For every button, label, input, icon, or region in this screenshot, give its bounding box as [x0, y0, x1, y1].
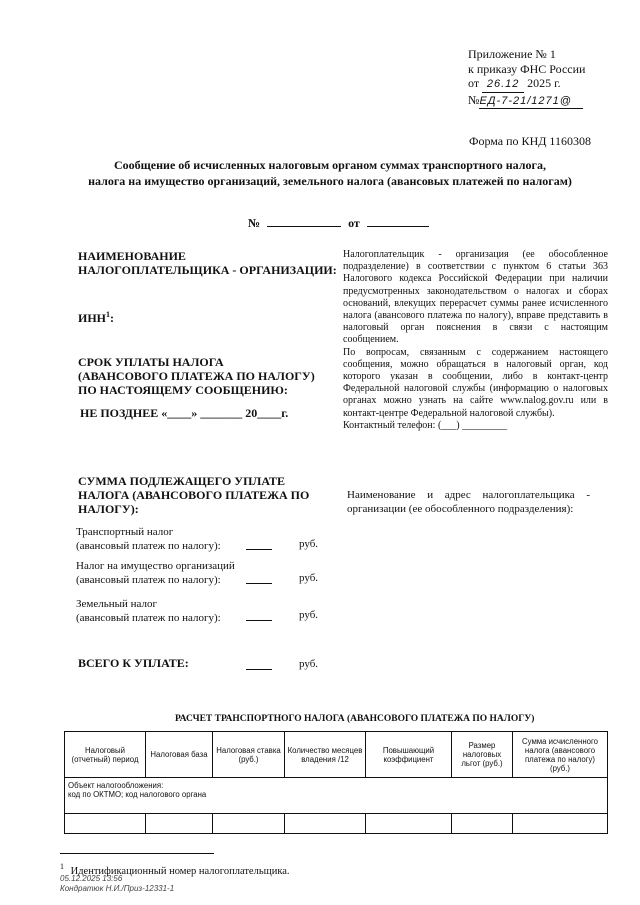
cell-coefficient[interactable] — [366, 814, 452, 834]
transport-tax-label: Транспортный налог (авансовый платеж по налогу): — [76, 526, 221, 552]
deadline-label: СРОК УПЛАТЫ НАЛОГА (АВАНСОВОГО ПЛАТЕЖА ПО НАЛОГУ) ПО НАСТОЯЩЕМУ СООБЩЕНИЮ: — [78, 355, 315, 397]
message-number-line: № от — [248, 216, 429, 231]
appendix-label: Приложение № 1 — [468, 47, 556, 61]
cell-tax-rate[interactable] — [213, 814, 285, 834]
cell-calculated-sum[interactable] — [513, 814, 608, 834]
footnote-divider — [60, 853, 214, 854]
transport-tax-calc-table — [64, 731, 608, 834]
transport-tax-amount — [246, 539, 272, 554]
property-amount-field[interactable] — [246, 573, 272, 584]
col-period: Налоговый (отчетный) период — [65, 732, 146, 778]
total-rub: руб. — [299, 658, 319, 670]
col-coefficient: Повышающий коэффициент — [366, 732, 452, 778]
taxpayer-name-label: НАИМЕНОВАНИЕ НАЛОГОПЛАТЕЛЬЩИКА - ОРГАНИЗАЦИИ: — [78, 249, 337, 277]
contact-phone: Контактный телефон: (___) _________ — [343, 419, 508, 431]
col-benefits: Размер налоговых льгот (руб.) — [452, 732, 513, 778]
handwritten-date: 26.12 — [482, 77, 524, 93]
table-header-row — [65, 732, 608, 778]
handwritten-number: ЕД-7-21/1271@ — [479, 94, 583, 110]
total-label: ВСЕГО К УПЛАТЕ: — [78, 656, 189, 670]
object-cell: Объект налогообложения: код по ОКТМО; код налогового органа — [65, 778, 608, 814]
col-tax-rate: Налоговая ставка (руб.) — [213, 732, 285, 778]
land-amount-field[interactable] — [246, 610, 272, 621]
form-code: Форма по КНД 1160308 — [469, 134, 591, 148]
transport-rub: руб. — [299, 538, 319, 550]
cell-period[interactable] — [65, 814, 146, 834]
order-header — [468, 47, 585, 109]
col-tax-base: Налоговая база — [146, 732, 213, 778]
land-tax-amount — [246, 610, 272, 625]
order-label: к приказу ФНС России — [468, 61, 586, 76]
footnote: $^1$ Идентификационный номер налогоплательщика. — [60, 862, 290, 877]
print-stamp-author: Кондратюк Н.И./Приз-12331-1 — [60, 884, 175, 893]
right-info-block — [343, 249, 608, 432]
property-tax-amount — [246, 573, 272, 588]
inn-footnote-mark: 1 — [106, 310, 111, 319]
message-date-field[interactable] — [367, 216, 429, 227]
document-title: Сообщение об исчисленных налоговым органом суммах транспортного налога, налога на имущество организаций, земельного налога (авансовых платежей по налогам) — [88, 158, 572, 188]
transport-amount-field[interactable] — [246, 539, 272, 550]
col-calculated-sum: Сумма исчисленного налога (авансового платежа по налогу) (руб.) — [513, 732, 608, 778]
total-amount — [246, 659, 272, 674]
property-tax-label: Налог на имущество организаций (авансовый платеж по налогу): — [76, 560, 235, 586]
contacts-paragraph: По вопросам, связанным с содержанием настоящего сообщения, можно обращаться в налоговый орган, код которого указан в сообщении, либо в контакт-центр Федеральной налоговой службы (информацию о налоговых органах можно узнать на сайте www.nalog.gov.ru или в контакт-центре Федеральной налоговой службы). — [343, 346, 608, 419]
calc-title: РАСЧЕТ ТРАНСПОРТНОГО НАЛОГА (АВАНСОВОГО ПЛАТЕЖА ПО НАЛОГУ) — [175, 714, 535, 724]
cell-months[interactable] — [285, 814, 366, 834]
land-rub: руб. — [299, 609, 319, 621]
print-stamp-date: 05.12.2025 13:56 — [60, 874, 123, 883]
not-later-line: НЕ ПОЗДНЕЕ «____» _______ 20____г. — [80, 406, 289, 420]
address-label: Наименование и адрес налогоплательщика - организации (ее обособленного подразделения): — [347, 489, 590, 515]
explanations-paragraph: Налогоплательщик - организация (ее обособленное подразделение) в соответствии с пунктом 6 статьи 363 Налогового кодекса Российской Федерации при наличии предусмотренных законодательством о налогах и сборах оснований, влекущих перерасчет суммы ранее исчисленного налога (авансового платежа по налогу), вправе представить в налоговый орган пояснения в связи с настоящим сообщением. — [343, 249, 608, 346]
total-amount-field[interactable] — [246, 659, 272, 670]
inn-label: ИНН$^1$: — [78, 310, 115, 325]
object-row — [65, 778, 608, 814]
order-date: от 26.12 2025 г. — [468, 76, 585, 93]
cell-benefits[interactable] — [452, 814, 513, 834]
table-row — [65, 814, 608, 834]
cell-tax-base[interactable] — [146, 814, 213, 834]
sum-label: СУММА ПОДЛЕЖАЩЕГО УПЛАТЕ НАЛОГА (АВАНСОВОГО ПЛАТЕЖА ПО НАЛОГУ): — [78, 474, 310, 516]
col-months: Количество месяцев владения /12 — [285, 732, 366, 778]
order-number: №ЕД-7-21/1271@ — [468, 93, 585, 110]
property-rub: руб. — [299, 572, 319, 584]
message-number-field[interactable] — [267, 216, 341, 227]
land-tax-label: Земельный налог (авансовый платеж по налогу): — [76, 598, 221, 624]
